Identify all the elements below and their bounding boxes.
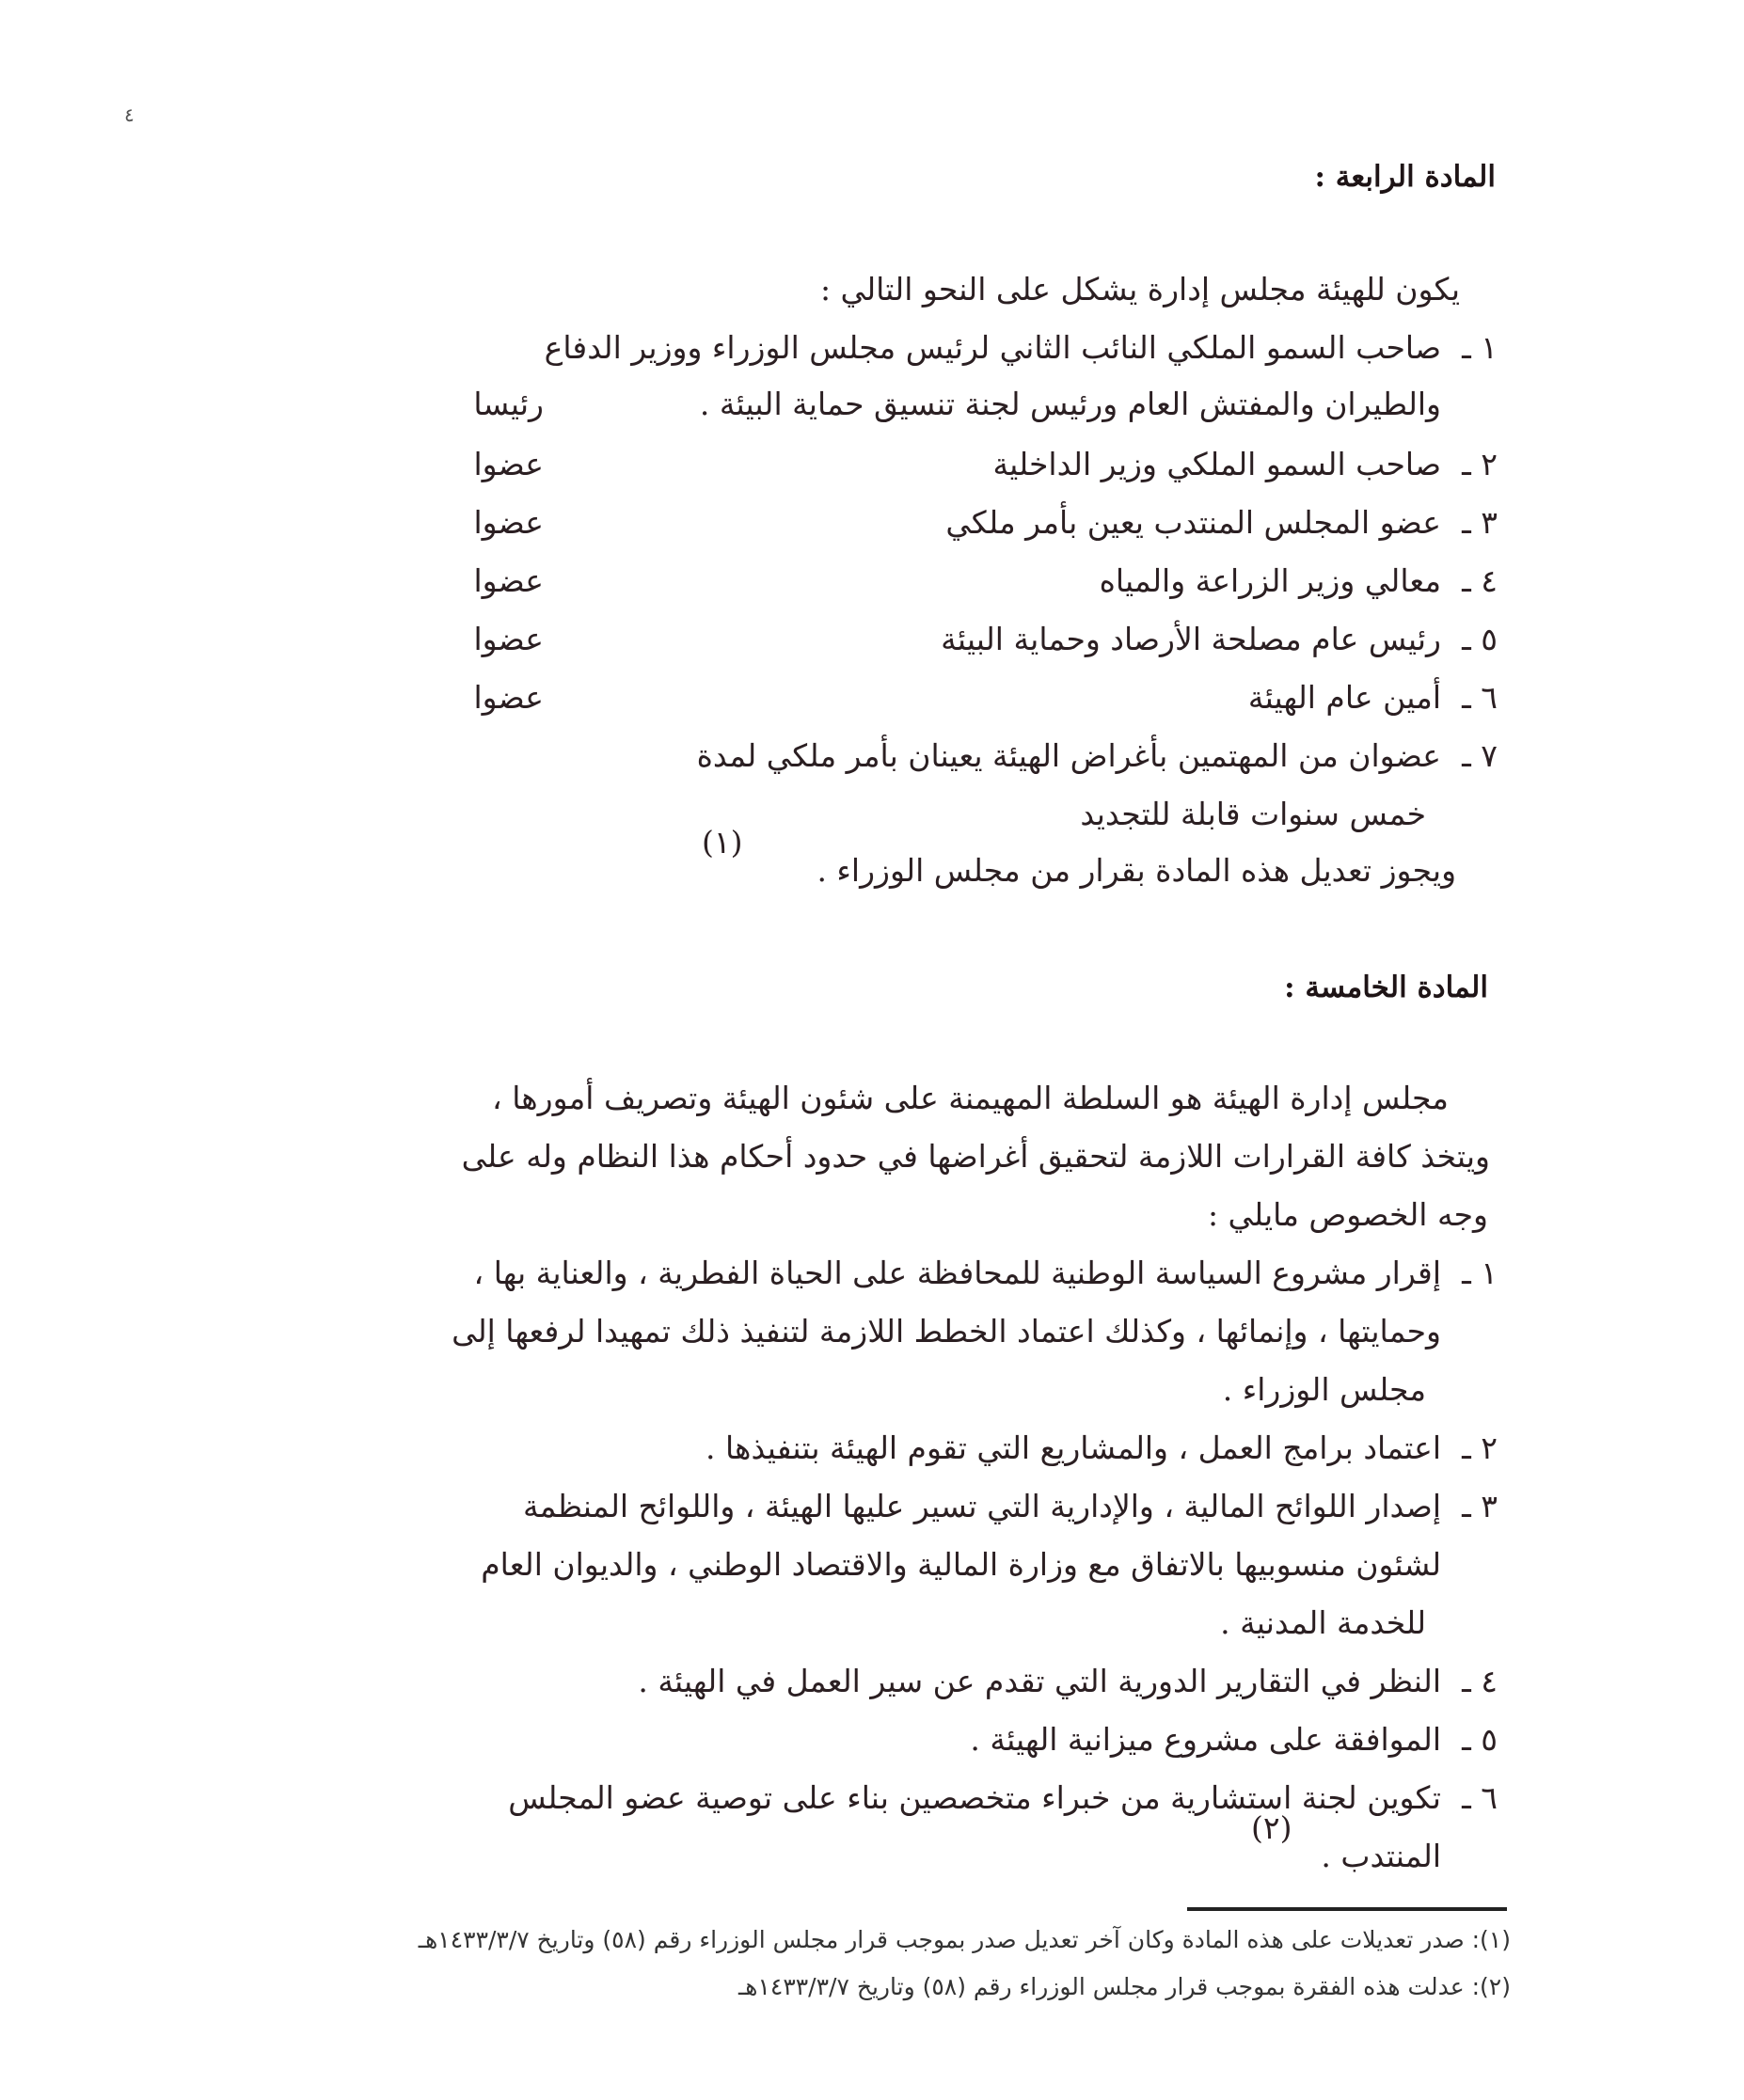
article-5-intro-line1: مجلس إدارة الهيئة هو السلطة المهيمنة على شئون الهيئة وتصريف أمورها ، xyxy=(492,1080,1449,1116)
member-3-role: عضوا xyxy=(473,504,544,541)
member-6-number: ٦ ـ xyxy=(1462,679,1498,716)
member-5-role: عضوا xyxy=(473,621,544,657)
power-6-number: ٦ ـ xyxy=(1462,1779,1498,1816)
member-6-role: عضوا xyxy=(473,679,544,716)
article-5-intro-line3: وجه الخصوص مايلي : xyxy=(1207,1196,1488,1233)
member-7-text-line2: خمس سنوات قابلة للتجديد xyxy=(1080,796,1426,832)
power-2-line1: اعتماد برامج العمل ، والمشاريع التي تقوم الهيئة بتنفيذها . xyxy=(706,1429,1441,1466)
article-4-heading: المادة الرابعة : xyxy=(1314,160,1496,194)
power-5-line1: الموافقة على مشروع ميزانية الهيئة . xyxy=(970,1721,1441,1758)
member-3-number: ٣ ـ xyxy=(1462,504,1498,541)
power-1-line3: مجلس الوزراء . xyxy=(1222,1371,1426,1408)
footnote-separator xyxy=(1187,1907,1507,1911)
member-2-text: صاحب السمو الملكي وزير الداخلية xyxy=(992,446,1441,482)
power-6-line1: تكوين لجنة استشارية من خبراء متخصصين بناء على توصية عضو المجلس xyxy=(508,1779,1441,1816)
power-3-number: ٣ ـ xyxy=(1462,1488,1498,1524)
power-4-number: ٤ ـ xyxy=(1462,1663,1498,1699)
power-1-number: ١ ـ xyxy=(1462,1255,1498,1291)
member-5-number: ٥ ـ xyxy=(1462,621,1498,657)
member-4-number: ٤ ـ xyxy=(1462,562,1498,599)
member-1-text-line2: والطيران والمفتش العام ورئيس لجنة تنسيق حماية البيئة . xyxy=(699,386,1441,422)
power-6-line2: المنتدب . xyxy=(1321,1838,1441,1874)
power-1-line2: وحمايتها ، وإنمائها ، وكذلك اعتماد الخطط اللازمة لتنفيذ ذلك تمهيدا لرفعها إلى xyxy=(452,1313,1441,1350)
power-3-line2: لشئون منسوبيها بالاتفاق مع وزارة المالية والاقتصاد الوطني ، والديوان العام xyxy=(481,1546,1441,1583)
member-1-number: ١ ـ xyxy=(1462,329,1498,366)
article-5-heading: المادة الخامسة : xyxy=(1284,971,1488,1004)
member-7-text-line1: عضوان من المهتمين بأغراض الهيئة يعينان بأمر ملكي لمدة xyxy=(696,737,1441,774)
power-4-line1: النظر في التقارير الدورية التي تقدم عن سير العمل في الهيئة . xyxy=(638,1663,1441,1699)
member-7-number: ٧ ـ xyxy=(1462,737,1498,774)
power-1-line1: إقرار مشروع السياسة الوطنية للمحافظة على الحياة الفطرية ، والعناية بها ، xyxy=(473,1255,1441,1291)
footnote-1: (١): صدر تعديلات على هذه المادة وكان آخر تعديل صدر بموجب قرار مجلس الوزراء رقم (٥٨) وتاريخ ١٤٣٣/٣/٧هـ xyxy=(418,1926,1511,1953)
member-6-text: أمين عام الهيئة xyxy=(1247,679,1441,716)
page-corner-mark: ٤ xyxy=(124,103,135,126)
member-5-text: رئيس عام مصلحة الأرصاد وحماية البيئة xyxy=(941,621,1441,657)
member-2-role: عضوا xyxy=(473,446,544,482)
footnote-2: (٢): عدلت هذه الفقرة بموجب قرار مجلس الوزراء رقم (٥٨) وتاريخ ١٤٣٣/٣/٧هـ xyxy=(737,1973,1511,2000)
power-3-line3: للخدمة المدنية . xyxy=(1220,1604,1426,1641)
article-4-intro: يكون للهيئة مجلس إدارة يشكل على النحو التالي : xyxy=(819,271,1460,308)
power-2-number: ٢ ـ xyxy=(1462,1429,1498,1466)
member-4-text: معالي وزير الزراعة والمياه xyxy=(1099,562,1441,599)
power-3-line1: إصدار اللوائح المالية ، والإدارية التي تسير عليها الهيئة ، واللوائح المنظمة xyxy=(522,1488,1441,1524)
article-5-intro-line2: ويتخذ كافة القرارات اللازمة لتحقيق أغراضها في حدود أحكام هذا النظام وله على xyxy=(461,1138,1490,1175)
article-4-amendment-note: ويجوز تعديل هذه المادة بقرار من مجلس الوزراء . xyxy=(817,852,1456,889)
member-3-text: عضو المجلس المنتدب يعين بأمر ملكي xyxy=(945,504,1441,541)
member-2-number: ٢ ـ xyxy=(1462,446,1498,482)
member-1-text-line1: صاحب السمو الملكي النائب الثاني لرئيس مجلس الوزراء ووزير الدفاع xyxy=(544,329,1441,366)
power-5-number: ٥ ـ xyxy=(1462,1721,1498,1758)
member-4-role: عضوا xyxy=(473,562,544,599)
footnote-marker-1: (١) xyxy=(702,824,743,861)
member-1-role: رئيسا xyxy=(473,386,544,422)
footnote-marker-2: (٢) xyxy=(1251,1809,1292,1846)
